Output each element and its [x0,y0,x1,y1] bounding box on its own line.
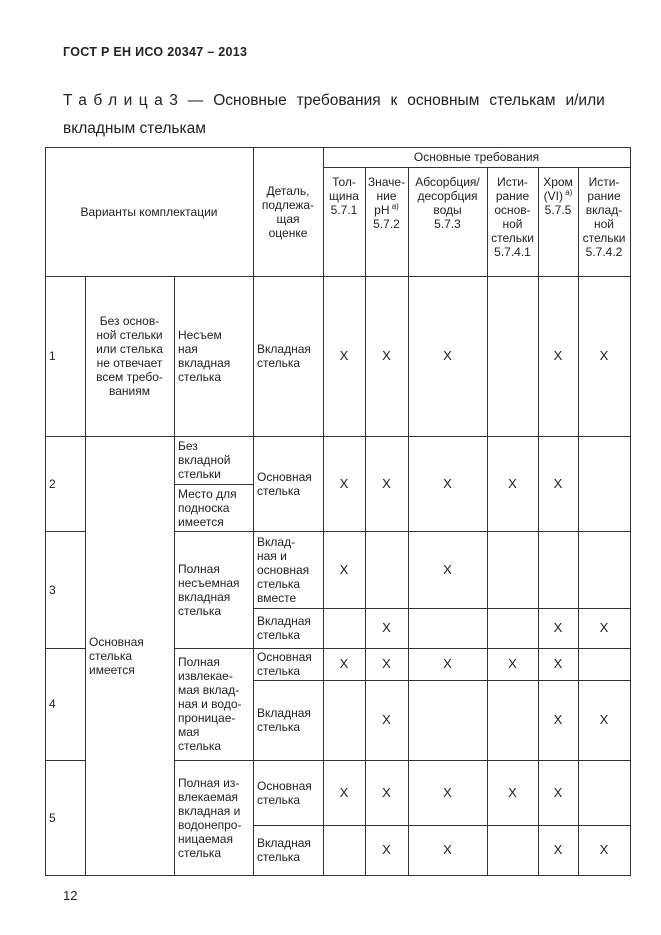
table-rule [45,436,631,437]
mark-r3b-col5-text: X [553,620,563,635]
mark-r3a-col1-text: X [339,561,349,577]
mark-r5b-col3 [408,825,487,875]
table-rule [45,147,46,876]
row-number-3 [45,531,85,648]
variant-3-text: Полная несъемная вкладная стелька [178,561,240,618]
header-col-label: Исти- рание основ- ной стельки [491,175,534,245]
header-col-label: Значе- ние pH [367,175,406,217]
table-rule [174,760,631,761]
mark-r2-col2 [365,436,408,531]
mark-r5a-col4-text: X [508,784,517,800]
header-col-clause-ref: 5.7.4.2 [585,245,623,259]
mark-r5a-col2-text: X [382,784,391,800]
detail-r2-text: Основная стелька [257,469,312,498]
table-rule [630,147,631,876]
caption-title: 3 — Основные требования к основным стелькам и/или [169,92,605,109]
mark-r4a-col2-text: X [382,656,391,671]
mark-r1-col5-text: X [553,348,563,363]
mark-r3a-col1 [323,531,365,608]
table-rule [538,167,539,876]
no-main-insole-cell [85,276,174,436]
table-rule [253,608,631,609]
row-number-5-text: 5 [49,810,56,825]
table-rule [253,680,631,681]
table-bottom-rule [45,875,631,876]
table-rule [45,648,86,649]
table-caption-line2: вкладным стелькам [63,120,206,137]
mark-r4a-col5 [538,648,578,680]
mark-r4b-col6 [578,680,630,760]
table-rule [323,147,324,876]
table-top-rule [45,147,631,148]
table-rule [408,167,409,876]
header-variants-text: Варианты комплектации [80,204,218,219]
mark-r5b-col2 [365,825,408,875]
variant-2b [174,484,253,531]
table-rule [45,276,631,277]
mark-r5b-col6 [578,825,630,875]
mark-r4a-col3 [408,648,487,680]
row-number-2-text: 2 [49,476,56,491]
mark-r4b-col5-text: X [553,712,563,727]
mark-r2-col4 [487,436,538,531]
mark-r1-col2-text: X [382,348,391,363]
detail-r3b [253,608,323,648]
header-col-label: Хром (VI) [543,175,573,203]
mark-r1-col6 [578,276,630,436]
variant-1-text: Несъем ная вкладная стелька [178,328,231,384]
header-col-5 [538,167,578,276]
detail-r1-text: Вкладная стелька [257,342,311,370]
mark-r5a-col2 [365,760,408,825]
variant-2a-text: Без вкладной стельки [178,439,231,481]
detail-r5a-text: Основная стелька [257,778,312,807]
mark-r4b-col6-text: X [599,712,609,727]
mark-r1-col1-text: X [339,348,349,363]
header-col-label: Абсорбция/ десорбция воды [415,175,480,217]
detail-r1 [253,276,323,436]
mark-r1-col5 [538,276,578,436]
mark-r3a-col3 [408,531,487,608]
header-col-label: Исти- рание вклад- ной стельки [582,175,626,245]
mark-r1-col3-text: X [443,348,452,363]
variant-2a [174,436,253,484]
detail-r3a-text: Вклад- ная и основная стелька вместе [257,534,310,605]
mark-r5b-col5-text: X [553,842,563,857]
mark-r4a-col4-text: X [508,656,517,671]
table-rule [487,167,488,876]
row-number-1-text: 1 [49,349,56,363]
row-number-1 [45,276,85,436]
table-rule [365,167,366,876]
detail-r5b [253,825,323,875]
table-rule [174,484,254,485]
header-col-clause-ref: 5.7.5 [544,203,572,217]
mark-r5b-col6-text: X [599,842,609,857]
page-number: 12 [63,888,78,903]
table-rule [45,760,86,761]
mark-r2-col4-text: X [508,475,517,491]
mark-r1-col2 [365,276,408,436]
mark-r4a-col3-text: X [443,656,452,671]
detail-r4a-text: Основная стелька [257,650,312,678]
detail-r4a [253,648,323,680]
caption-spaced-word: Таблица [63,92,170,109]
header-col-clause-ref: 5.7.3 [434,217,461,231]
header-requirements [323,147,630,167]
mark-r4a-col1-text: X [339,656,349,671]
variant-5 [174,760,253,875]
mark-r2-col1-text: X [339,475,349,491]
table-caption-line1 [63,92,613,110]
table-rule [578,167,579,876]
mark-r5a-col5 [538,760,578,825]
header-col-clause-ref: 5.7.4.1 [494,245,531,259]
mark-r3b-col6 [578,608,630,648]
mark-r2-col3-text: X [443,475,452,491]
row-number-5 [45,760,85,875]
table-rule [174,531,631,532]
table-rule [323,167,631,168]
mark-r3b-col6-text: X [599,620,609,635]
table-rule [253,147,254,876]
mark-r5b-col2-text: X [382,842,391,857]
mark-r5a-col3-text: X [443,784,452,800]
mark-r2-col2-text: X [382,475,391,491]
table-rule [253,825,631,826]
variant-1 [174,276,253,436]
mark-r5a-col4 [487,760,538,825]
mark-r4a-col2 [365,648,408,680]
table-rule [85,276,86,876]
header-col-footnote-ref: a) [562,188,573,197]
header-col-3 [408,167,487,276]
mark-r4b-col2-text: X [382,712,391,727]
detail-r5b-text: Вкладная стелька [257,836,311,864]
document-header: ГОСТ Р ЕН ИСО 20347 – 2013 [63,45,248,59]
mark-r2-col5-text: X [553,475,563,491]
mark-r5a-col1-text: X [339,784,349,800]
header-detail [253,147,323,276]
row-number-4 [45,648,85,760]
mark-r5b-col5 [538,825,578,875]
detail-r3a [253,531,323,608]
mark-r5a-col5-text: X [553,784,563,800]
row-number-2 [45,436,85,531]
mark-r3b-col5 [538,608,578,648]
variant-4 [174,648,253,760]
mark-r4b-col5 [538,680,578,760]
header-col-clause-ref: 5.7.2 [373,217,400,231]
mark-r5b-col3-text: X [443,842,452,857]
mark-r3a-col3-text: X [443,561,452,577]
variant-2b-text: Место для подноска имеется [178,486,237,529]
header-col-4 [487,167,538,276]
header-detail-text: Деталь, подлежа- щая оценке [261,183,315,240]
mark-r4a-col4 [487,648,538,680]
header-col-label: Тол- щина [329,175,359,203]
mark-r5a-col3 [408,760,487,825]
table-rule [174,648,631,649]
header-col-1 [323,167,365,276]
mark-r3b-col2 [365,608,408,648]
header-col-6 [578,167,630,276]
variant-3 [174,531,253,648]
mark-r4b-col2 [365,680,408,760]
mark-r4a-col5-text: X [553,656,563,671]
variant-4-text: Полная извлекае- мая вклад- ная и водо- проницае- мая стелька [178,655,242,753]
detail-r4b [253,680,323,760]
header-col-2 [365,167,408,276]
mark-r1-col3 [408,276,487,436]
detail-r2 [253,436,323,531]
mark-r2-col5 [538,436,578,531]
main-insole-present-cell-text: Основная стелька имеется [89,634,144,677]
detail-r5a [253,760,323,825]
mark-r4a-col1 [323,648,365,680]
header-requirements-text: Основные требования [413,150,540,164]
detail-r4b-text: Вкладная стелька [257,706,311,734]
table-rule [174,276,175,876]
mark-r1-col1 [323,276,365,436]
mark-r3b-col2-text: X [382,620,391,635]
header-col-footnote-ref: a) [389,202,399,211]
main-insole-present-cell [85,436,174,875]
no-main-insole-cell-text: Без основ- ной стельки или стелька не отвечает всем требо- ваниям [96,314,163,398]
variant-5-text: Полная из- влекаемая вкладная и водонепро- ницаемая стелька [178,775,242,860]
header-col-clause-ref: 5.7.1 [330,203,358,217]
mark-r1-col6-text: X [599,348,609,363]
row-number-3-text: 3 [49,582,56,597]
row-number-4-text: 4 [49,697,56,711]
mark-r5a-col1 [323,760,365,825]
header-variants [45,147,253,276]
mark-r2-col1 [323,436,365,531]
mark-r2-col3 [408,436,487,531]
detail-r3b-text: Вкладная стелька [257,614,311,642]
table-rule [45,531,86,532]
